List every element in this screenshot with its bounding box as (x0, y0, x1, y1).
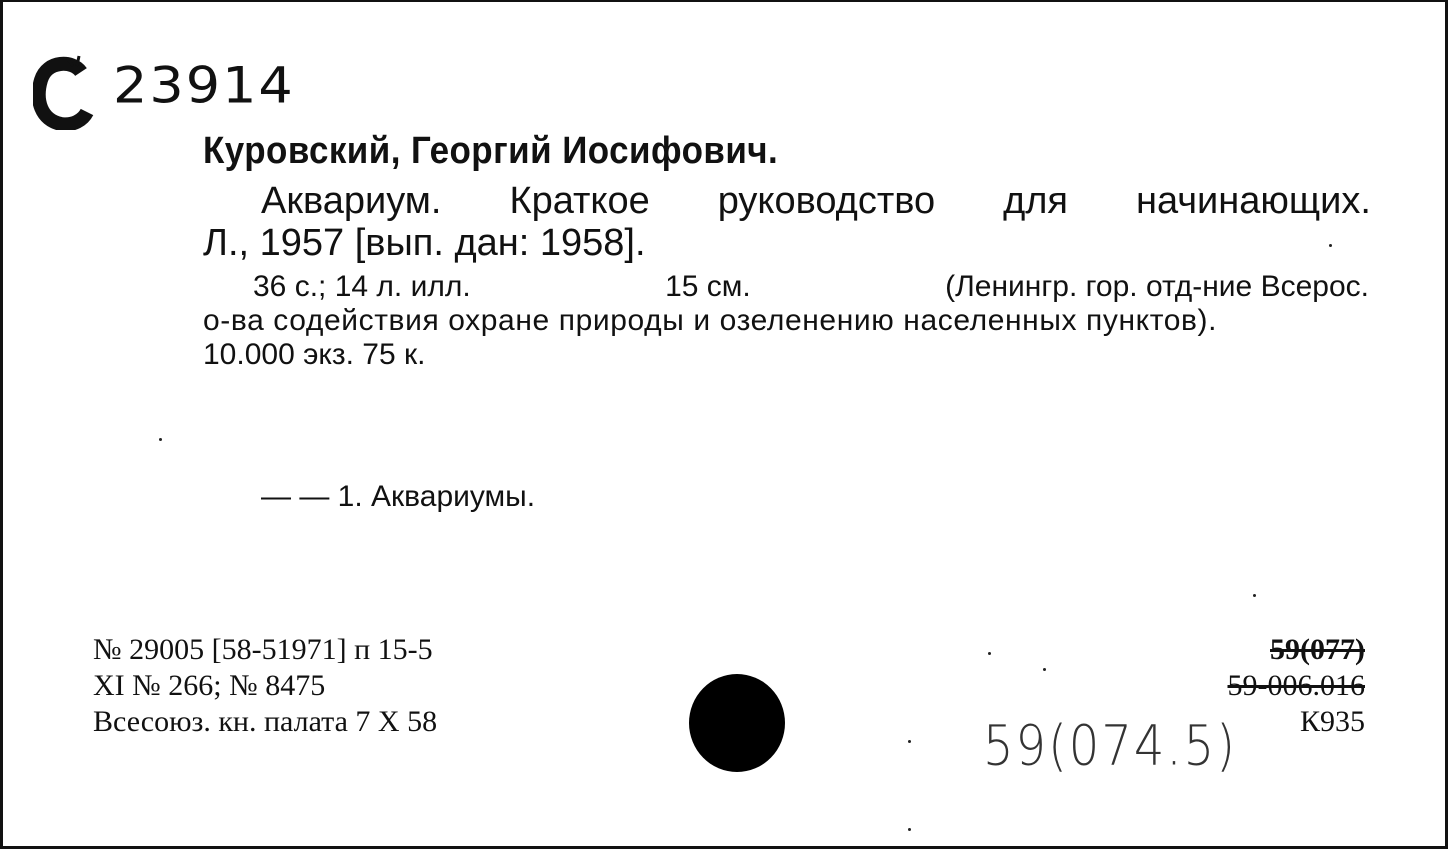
title-word: Аквариум. (261, 180, 442, 222)
classification-info (1228, 632, 1366, 740)
pagination: 36 с.; 14 л. илл. (253, 270, 471, 303)
accession-info (93, 632, 437, 740)
title-word: для (1003, 180, 1069, 222)
book-title (261, 180, 1371, 223)
accession-line-1: № 29005 [58-51971] п 15-5 (93, 633, 433, 666)
accession-line-3: Всесоюз. кн. палата 7 X 58 (93, 705, 438, 738)
imprint: Л., 1957 [вып. дан: 1958]. (203, 222, 646, 264)
series-note: (Ленингр. гор. отд-ние Всерос. (945, 270, 1369, 303)
title-word: начинающих. (1135, 180, 1371, 222)
subject-heading: — — 1. Аквариумы. (261, 480, 536, 513)
classification-line-1: 59(077) (1270, 633, 1365, 666)
speck (908, 828, 911, 831)
speck (1253, 594, 1256, 597)
speck (988, 652, 991, 655)
classification-line-3: К935 (1299, 705, 1365, 738)
description-line-3: 10.000 экз. 75 к. (203, 338, 426, 371)
physical-description (203, 270, 1369, 372)
title-word: Краткое (509, 180, 650, 222)
description-line-1 (203, 270, 1369, 304)
author-heading: Куровский, Георгий Иосифович. (203, 130, 779, 172)
punch-hole (689, 674, 785, 772)
description-line-2: о-ва содействия охране природы и озеленению населенных пунктов). (203, 304, 1218, 337)
handwritten-classification: 59(074.5) (983, 713, 1237, 779)
handwritten-inventory-number: 23914 (113, 56, 295, 115)
accession-line-2: XI № 266; № 8475 (93, 669, 326, 702)
title-word: руководство (717, 180, 936, 222)
speck (908, 740, 911, 743)
classification-line-2: 59-006.016 (1227, 669, 1365, 702)
library-stamp-icon (33, 54, 95, 130)
speck (159, 438, 162, 441)
size: 15 см. (665, 270, 751, 303)
speck (1329, 244, 1332, 247)
speck (1043, 668, 1046, 671)
